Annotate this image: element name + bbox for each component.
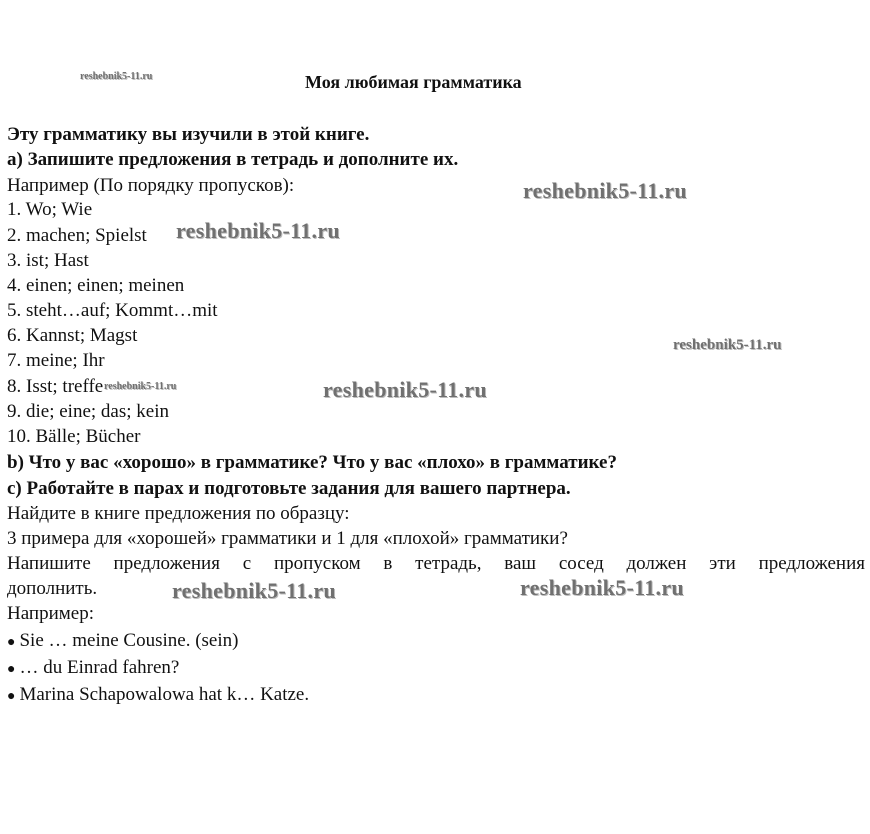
task-b-heading: b) Что у вас «хорошо» в грамматике? Что у вас «плохо» в грамматике? (7, 452, 617, 473)
bullet-icon: ● (7, 635, 16, 650)
task-c-line: 3 примера для «хорошей» грамматики и 1 для «плохой» грамматики? (7, 528, 568, 549)
watermark-2: reshebnik5-11.ru (176, 218, 340, 243)
answer-item: 2. machen; Spielst (7, 225, 147, 246)
task-c-heading: c) Работайте в парах и подготовьте задания для вашего партнера. (7, 478, 571, 499)
task-c-paragraph-line2: дополнить. (7, 578, 98, 599)
example-item (7, 657, 179, 681)
example-text: Sie … meine Cousine. (sein) (19, 630, 239, 651)
answer-item: 5. steht…auf; Kommt…mit (7, 300, 218, 321)
page-title: Моя любимая грамматика (305, 72, 522, 92)
example-text: Marina Schapowalowa hat k… Katze. (19, 684, 310, 705)
intro-text: Эту грамматику вы изучили в этой книге. (7, 124, 370, 145)
answer-item: 7. meine; Ihr (7, 350, 105, 371)
bullet-icon: ● (7, 689, 16, 704)
watermark-4: reshebnik5-11.ru (323, 377, 487, 402)
example-label: Например: (7, 603, 94, 624)
task-c-line: Найдите в книге предложения по образцу: (7, 503, 350, 524)
watermark-1: reshebnik5-11.ru (523, 178, 687, 203)
example-text: … du Einrad fahren? (19, 657, 180, 678)
watermark-small-mid: reshebnik5-11.ru (104, 381, 177, 392)
watermark-6: reshebnik5-11.ru (520, 575, 684, 600)
watermark-3: reshebnik5-11.ru (673, 337, 782, 353)
answer-item: 1. Wo; Wie (7, 199, 93, 220)
watermark-small-top: reshebnik5-11.ru (80, 71, 153, 82)
answer-item: 3. ist; Hast (7, 250, 89, 271)
answer-item: 4. einen; einen; meinen (7, 275, 185, 296)
watermark-5: reshebnik5-11.ru (172, 578, 336, 603)
example-item (7, 684, 309, 708)
task-c-paragraph-line1: Напишите предложения с пропуском в тетрадь, ваш сосед должен эти предложения (7, 553, 865, 574)
bullet-icon: ● (7, 662, 16, 677)
task-a-heading: а) Запишите предложения в тетрадь и дополните их. (7, 149, 459, 170)
answer-item: 10. Bälle; Bücher (7, 426, 141, 447)
answer-item: 8. Isst; treffe (7, 376, 104, 397)
answer-item: 9. die; eine; das; kein (7, 401, 169, 422)
answer-item: 6. Kannst; Magst (7, 325, 138, 346)
example-intro: Например (По порядку пропусков): (7, 175, 295, 196)
example-item (7, 630, 238, 654)
